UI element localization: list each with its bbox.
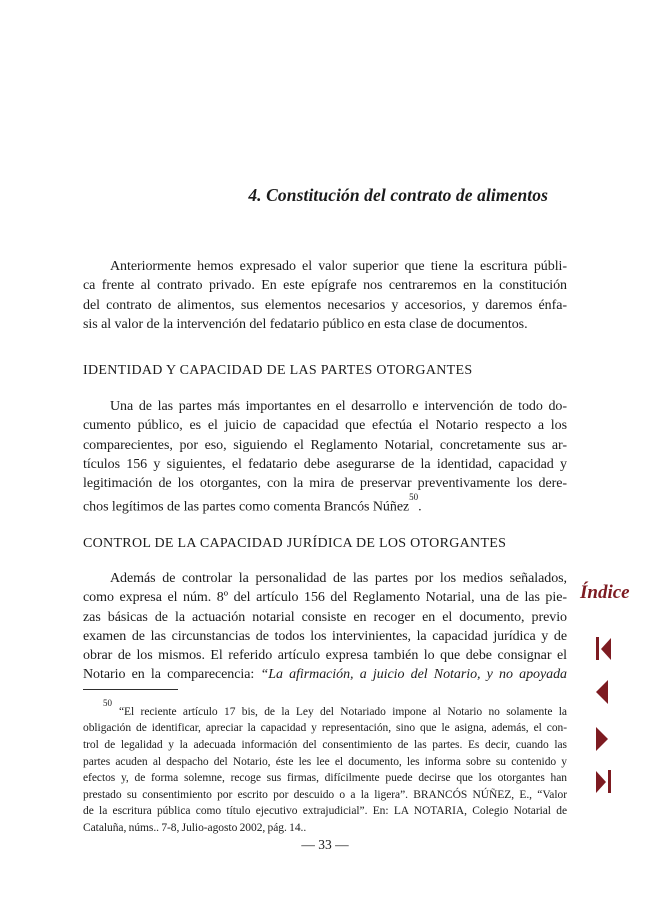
paragraph-line: ca frente al contrato privado. En este epígrafe nos centraremos en la constitución (83, 278, 567, 294)
footnote-line: prestado su consentimiento por escrito por descuido o a la ligera”. BRANCÓS NÚÑEZ, E., “Valor (83, 788, 567, 801)
paragraph-line: sis al valor de la intervención del fedatario público en esta clase de documentos. (83, 316, 528, 332)
footnote (83, 699, 567, 837)
chapter-title: 4. Constitución del contrato de alimentos (248, 185, 548, 205)
quoted-legal-text: “La afirmación, a juicio del Notario, y no apoyada (260, 667, 567, 683)
nav-first-page-button[interactable] (596, 637, 611, 660)
last-page-icon (608, 770, 611, 793)
section-heading-identidad: IDENTIDAD Y CAPACIDAD DE LAS PARTES OTORGANTES (83, 363, 473, 378)
paragraph-line: Anteriormente hemos expresado el valor superior que tiene la escritura públi- (110, 259, 567, 274)
footnote-line: partes acuden al despacho del Notario, éste les lee el documento, les informa sobre su contenido y (83, 755, 567, 768)
paragraph-line: legitimación de los otorgantes, con la mira de preservar preventivamente los dere- (83, 476, 567, 492)
paragraph-text: chos legítimos de las partes como comenta Brancós Núñez (83, 500, 410, 516)
footnote-line: efectos y, de forma solemne, recoge sus firmas, difícilmente puede decirse que los otorgantes han (83, 772, 567, 785)
footnote-line: de la escritura pública como título ejecutivo extrajudicial”. En: LA NOTARIA, Colegio Notarial de (83, 805, 567, 818)
last-page-icon (596, 771, 606, 793)
footnote-line: trol de legalidad y la adecuada información del consentimiento de las partes. Es decir, cuando las (83, 739, 567, 752)
paragraph-line: del contrato de alimentos, sus elementos necesarios y accesorios, y daremos énfa- (83, 297, 567, 313)
footnote-line: obligación de identificar, apreciar la capacidad y representación, sino que le asigna, además, el con- (83, 722, 567, 735)
control-paragraph (83, 569, 567, 685)
nav-next-page-button[interactable] (596, 727, 608, 751)
first-page-icon (601, 638, 611, 660)
paragraph-line: zas básicas de la actuación notarial consiste en recoger en el documento, previo (83, 609, 567, 625)
page-number: — 33 — (301, 837, 349, 852)
intro-paragraph (83, 257, 567, 334)
paragraph-line: Además de controlar la personalidad de las partes por los medios señalados, (110, 571, 567, 586)
footnote-separator (83, 689, 178, 690)
paragraph-line: como expresa el núm. 8º del artículo 156 del Reglamento Notarial, una de las pie- (83, 590, 567, 606)
paragraph-line: tículos 156 y siguientes, el fedatario debe asegurarse de la identidad, capacidad y (83, 456, 567, 472)
nav-last-page-button[interactable] (596, 770, 611, 793)
paragraph-line (83, 665, 567, 684)
next-page-icon (596, 727, 608, 751)
identidad-paragraph (83, 397, 567, 517)
paragraph-line: comparecientes, por eso, siguiendo el Reglamento Notarial, concretamente sus ar- (83, 437, 567, 453)
paragraph-line: cumento público, es el juicio de capacidad que efectúa el Notario respecto a los (83, 418, 567, 434)
first-page-icon (596, 637, 599, 660)
paragraph-line: examen de las circunstancias de todos los intervinientes, la capacidad jurídica y de (83, 628, 567, 644)
indice-link[interactable]: Índice (580, 582, 630, 603)
paragraph-line: Una de las partes más importantes en el desarrollo e intervención de todo do- (110, 399, 567, 414)
previous-page-icon (596, 680, 608, 704)
paragraph-line: obrar de los mismos. El referido artículo expresa también lo que debe consignar el (83, 648, 567, 664)
footnote-line: Cataluña, núms.. 7-8, Julio-agosto 2002, pág. 14.. (83, 821, 307, 834)
section-heading-control: CONTROL DE LA CAPACIDAD JURÍDICA DE LOS OTORGANTES (83, 536, 507, 551)
footnote-text: “El reciente artículo 17 bis, de la Ley del Notariado impone al Notario no solamente la (119, 705, 567, 718)
footnote-reference[interactable]: 50 (409, 492, 419, 503)
paragraph-text: Notario en la comparecencia: (83, 667, 261, 683)
paragraph-text: . (418, 500, 422, 516)
footnote-line (83, 699, 567, 720)
footnote-marker: 50 (103, 698, 112, 708)
paragraph-line (83, 493, 567, 517)
nav-previous-page-button[interactable] (596, 680, 608, 704)
